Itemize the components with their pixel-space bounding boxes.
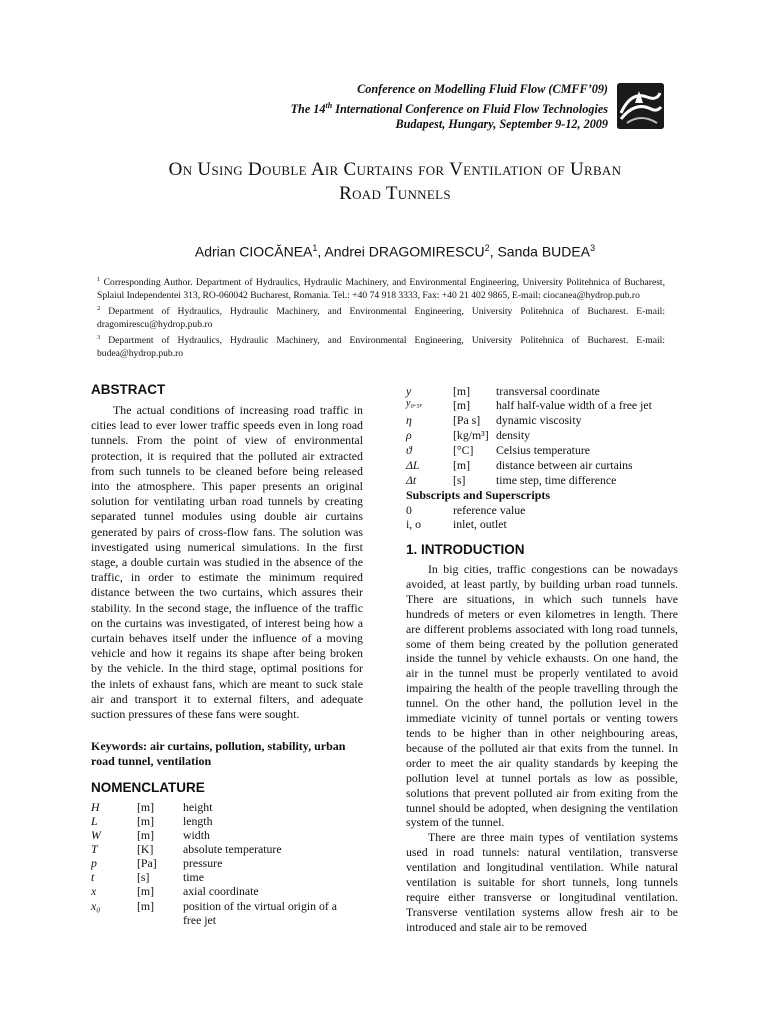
nomenclature-row: ΔL [m] distance between air curtains [406,458,633,472]
introduction-heading: 1. INTRODUCTION [406,542,525,557]
subscripts-row: i, o inlet, outlet [406,517,507,531]
title-line-1: On Using Double Air Curtains for Ventilation of Urban [168,159,622,180]
title-line-2: Road Tunnels [339,183,451,204]
nomenclature-row: t [s] time [91,870,204,884]
affiliations [97,274,665,361]
author-name: Andrei DRAGOMIRESCU [324,243,485,260]
nomenclature-table-continued [406,384,678,494]
introduction-text [406,562,678,935]
nomenclature-row: y₀.₅ᵥ [m] half half-value width of a free jet [406,398,652,412]
conference-line-2: The 14th International Conference on Fluid Flow Technologies [290,100,608,116]
nomenclature-row: W [m] width [91,828,210,842]
abstract-heading: ABSTRACT [91,382,166,397]
author-name: Adrian CIOCĂNEA [194,243,313,260]
abstract-text: The actual conditions of increasing road traffic in cities lead to ever lower traffic speeds even in long road tunnels. From the point of view of environmental protection, it is required that the polluted air extracted from such tunnels to be cleaned before being released into the atmosphere. This paper presents an original solution for ventilating urban road tunnels by creating separated tunnel modules using double air curtains generated by pairs of cross-flow fans. The solution was investigated using numerical simulations. In the first stage, a double curtain was studied in the absence of the traffic, in order to estimate the minimum required distance between the two curtains, which assures their stability. In the second stage, the influence of the traffic on the curtains was investigated, of interest being how a curtain behaves itself under the influence of a moving vehicle and how it regains its shape after being broken by the vehicle. In the third stage, optimal positions for the inlets of exhaust fans, which are meant to suck stale air and transport it to external filters, and adequate suction pressures of these fans were sought. [91,403,363,722]
keywords: Keywords: air curtains, pollution, stability, urban road tunnel, ventilation [91,739,346,768]
nomenclature-row: p [Pa] pressure [91,856,223,870]
subscripts-heading: Subscripts and Superscripts [406,488,551,502]
author-name: Sanda BUDEA [497,243,591,260]
nomenclature-row: y [m] transversal coordinate [406,384,600,398]
nomenclature-row-continued: free jet [183,913,217,927]
introduction-paragraph: In big cities, traffic congestions can be nowadays avoided, at least partly, by building urban road tunnels. There are situations, in which such tunnels have hundreds of meters or even kilometres in length. There are different problems associated with long road tunnels, some of them being created by the pollution generated inside the tunnel by vehicle exhausts. On one hand, the air in the tunnel must be properly ventilated to avoid impairing the health of the people travelling through the tunnel. On the other hand, the pollution level in the immediate vicinity of tunnel portals or venting towers tends to be higher than in other neighbouring areas, because of the polluted air that exits from the tunnel. In order to meet the air quality standards by keeping the pollution level at tunnel portals as low as possible, solutions that prevent polluted air from exiting from the tunnel should be adopted, when designing the ventilation system of the tunnel. [406,562,678,830]
affiliation-2: $^2$ Department of Hydraulics, Hydraulic Machinery, and Environmental Engineering, University Politehnica of Bucharest. E-mail: dragomirescu@hydrop.pub.ro [97,305,665,331]
nomenclature-row: x₀ [m] position of the virtual origin of a [91,899,337,913]
affiliation-3: $^3$ Department of Hydraulics, Hydraulic Machinery, and Environmental Engineering, University Politehnica of Bucharest. E-mail: budea@hydrop.pub.ro [97,334,665,360]
nomenclature-row: H [m] height [91,800,213,814]
introduction-paragraph: There are three main types of ventilation systems used in road tunnels: natural ventilation, transverse ventilation and longitudinal ventilation. While natural ventilation is suitable for short tunnels, long tunnels require either transverse or longitudinal ventilation. Transverse ventilation systems allow fresh air to be introduced and stale air to be removed [406,830,678,934]
author-list: Adrian CIOCĂNEA$^1$, Andrei DRAGOMIRESCU$^2$, Sanda BUDEA$^3$ [194,243,596,260]
conference-logo-icon [617,83,664,129]
nomenclature-row: ϑ [°C] Celsius temperature [406,443,591,457]
nomenclature-table [91,800,363,930]
nomenclature-row: T [K] absolute temperature [91,842,282,856]
paper-title [100,158,690,206]
affiliation-1: $^1$ Corresponding Author. Department of Hydraulics, Hydraulic Machinery, and Environmental Engineering, University Politehnica of Bucharest, Splaiul Independentei 313, RO-060042 Bucharest, Romania. Tel.: +40 74 918 3333, Fax: +40 21 402 9865, E-mail: ciocanea@hydrop.pub.ro [97,276,665,302]
nomenclature-row: η [Pa s] dynamic viscosity [406,413,582,427]
conference-header [291,82,608,133]
nomenclature-row: L [m] length [91,814,213,828]
nomenclature-row: Δt [s] time step, time difference [406,473,617,487]
subscripts-row: 0 reference value [406,503,526,517]
subscripts-table [406,503,678,533]
nomenclature-row: x [m] axial coordinate [91,884,259,898]
conference-line-1: Conference on Modelling Fluid Flow (CMFF’09) [357,82,608,96]
nomenclature-heading: NOMENCLATURE [91,780,205,795]
nomenclature-row: ρ [kg/m³] density [406,428,531,442]
conference-line-3: Budapest, Hungary, September 9-12, 2009 [395,117,608,132]
